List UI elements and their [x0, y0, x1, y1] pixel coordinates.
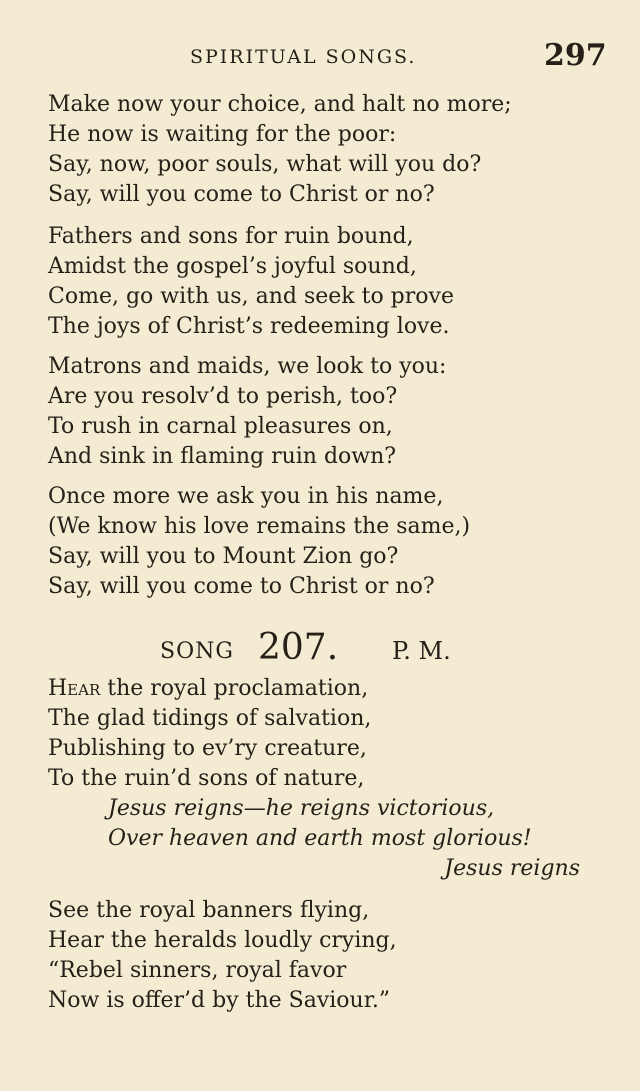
- first-line-rest: the royal proclamation,: [100, 676, 369, 701]
- verse-line: To rush in carnal pleasures on,: [48, 414, 393, 439]
- drop-word: Hear: [48, 676, 101, 701]
- verse-line: Say, will you come to Christ or no?: [48, 574, 435, 599]
- song-number: 207.: [258, 627, 339, 668]
- verse-line: Say, will you come to Christ or no?: [48, 182, 435, 207]
- verse-line: Matrons and maids, we look to you:: [48, 354, 447, 379]
- verse-line: “Rebel sinners, royal favor: [48, 958, 347, 983]
- stanza-4: [48, 482, 628, 602]
- chorus-tail: Jesus reigns: [444, 856, 580, 881]
- verse-line: The glad tidings of salvation,: [48, 706, 372, 731]
- page-number: 297: [544, 38, 607, 73]
- verse-line: Come, go with us, and seek to prove: [48, 284, 454, 309]
- verse-line: Say, will you to Mount Zion go?: [48, 544, 399, 569]
- verse-line: Hear the heralds loudly crying,: [48, 928, 397, 953]
- stanza-1: [48, 90, 628, 210]
- song-stanza-1: [48, 674, 628, 884]
- song-stanza-2: [48, 896, 628, 1016]
- verse-line: The joys of Christ’s redeeming love.: [48, 314, 450, 339]
- verse-line: (We know his love remains the same,): [48, 514, 471, 539]
- verse-line: Now is offer’d by the Saviour.”: [48, 988, 391, 1013]
- verse-line: [48, 674, 628, 704]
- verse-line: See the royal banners flying,: [48, 898, 370, 923]
- stanza-2: [48, 222, 628, 342]
- header-title: SPIRITUAL SONGS.: [190, 46, 417, 68]
- running-header: [0, 38, 640, 74]
- verse-line: He now is waiting for the poor:: [48, 122, 397, 147]
- verse-line: Amidst the gospel’s joyful sound,: [48, 254, 417, 279]
- song-meter: P. M.: [392, 637, 451, 665]
- verse-line: Once more we ask you in his name,: [48, 484, 444, 509]
- stanza-3: [48, 352, 628, 472]
- song-label: SONG: [160, 639, 234, 664]
- verse-line: Are you resolv’d to perish, too?: [48, 384, 398, 409]
- song-heading: [0, 625, 640, 671]
- verse-line: And sink in flaming ruin down?: [48, 444, 397, 469]
- verse-line: To the ruin’d sons of nature,: [48, 766, 365, 791]
- chorus-line: Over heaven and earth most glorious!: [108, 826, 532, 851]
- verse-line: Make now your choice, and halt no more;: [48, 92, 512, 117]
- chorus-line: Jesus reigns—he reigns victorious,: [108, 796, 495, 821]
- verse-line: Say, now, poor souls, what will you do?: [48, 152, 482, 177]
- verse-line: Fathers and sons for ruin bound,: [48, 224, 414, 249]
- verse-line: Publishing to ev’ry creature,: [48, 736, 367, 761]
